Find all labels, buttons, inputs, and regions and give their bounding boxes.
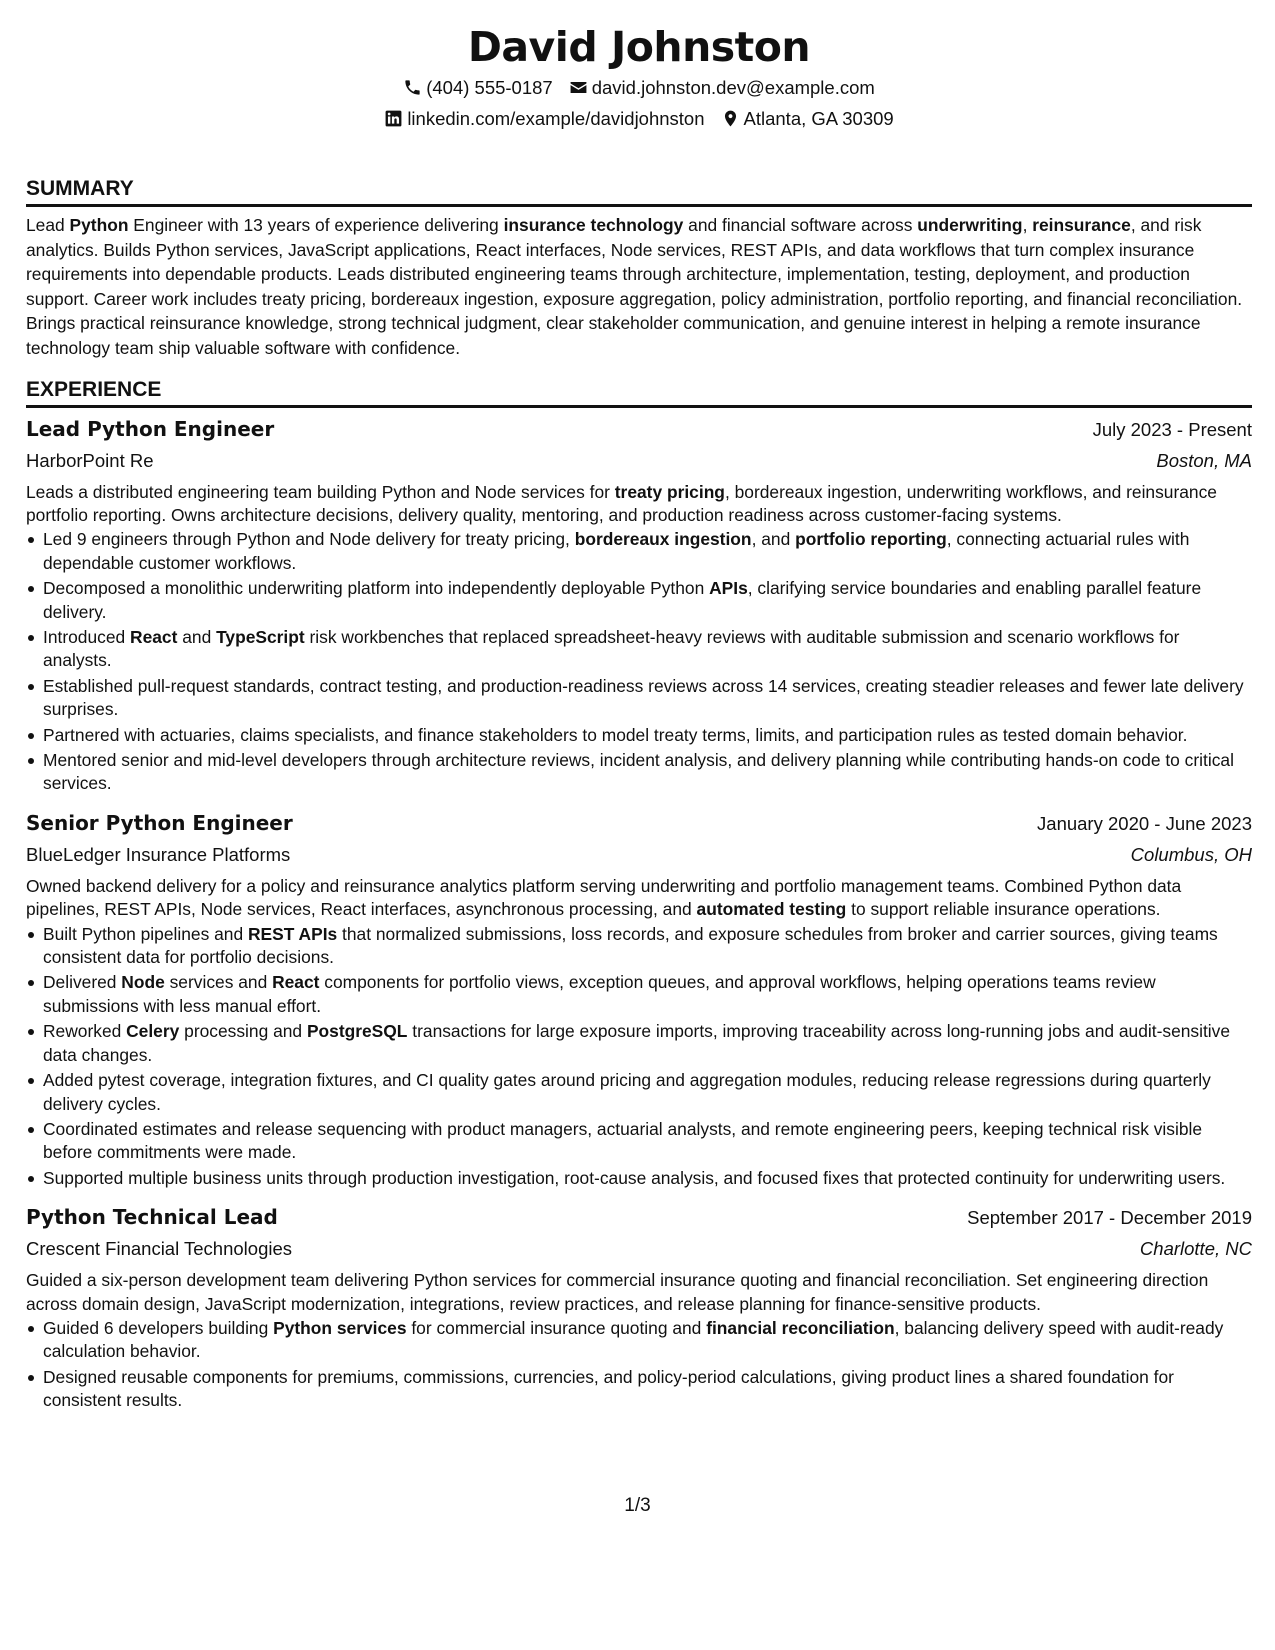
list-item: Built Python pipelines and REST APIs that normalized submissions, loss records, and exposure schedules from broker and carrier sources, giving teams consistent data for portfolio decisions. [26, 923, 1252, 970]
list-item: Delivered Node services and React components for portfolio views, exception queues, and approval workflows, helping operations teams review submissions with less manual effort. [26, 971, 1252, 1018]
job-title: Python Technical Lead [26, 1205, 278, 1230]
summary-heading: SUMMARY [26, 176, 1252, 207]
map-pin-icon [721, 109, 740, 128]
list-item: Coordinated estimates and release sequencing with product managers, actuarial analysts, and remote engineering peers, keeping technical risk visible before commitments were made. [26, 1118, 1252, 1165]
job-location: Boston, MA [1156, 449, 1252, 471]
job-description: Owned backend delivery for a policy and reinsurance analytics platform serving underwriting and portfolio management teams. Combined Python data pipelines, REST APIs, Node services, React interfaces, asynchronous processing, and automated testing to support reliable insurance operations. [26, 875, 1182, 920]
list-item: Decomposed a monolithic underwriting platform into independently deployable Python APIs, clarifying service boundaries and enabling parallel feature delivery. [26, 577, 1252, 624]
job-description: Guided a six-person development team delivering Python services for commercial insurance quoting and financial reconciliation. Set engineering direction across domain design, JavaScript modernization, integrations, review practices, and release planning for finance-sensitive products. [26, 1270, 1209, 1314]
list-item: Established pull-request standards, contract testing, and production-readiness reviews across 14 services, creating steadier releases and fewer late delivery surprises. [26, 675, 1252, 722]
list-item: Mentored senior and mid-level developers through architecture reviews, incident analysis, and delivery planning while contributing hands-on code to critical services. [26, 749, 1252, 796]
phone-icon [403, 78, 422, 97]
job-dates: January 2020 - June 2023 [1037, 812, 1252, 834]
contact-row-2 [26, 103, 1252, 134]
list-item: Reworked Celery processing and PostgreSQL transactions for large exposure imports, improving traceability across long-running jobs and audit-sensitive data changes. [26, 1020, 1252, 1067]
job-bullets [26, 528, 1252, 795]
job-location: Charlotte, NC [1139, 1238, 1252, 1260]
job-entry [26, 1202, 1252, 1412]
list-item: Designed reusable components for premiums, commissions, currencies, and policy-period calculations, giving product lines a shared foundation for consistent results. [26, 1366, 1252, 1413]
job-bullets [26, 923, 1252, 1190]
candidate-name: David Johnston [467, 23, 811, 71]
email-address[interactable]: david.johnston.dev@example.com [591, 76, 875, 98]
envelope-icon [569, 78, 588, 97]
contact-phone [403, 75, 553, 101]
resume-page [26, 22, 1252, 1415]
job-entry [26, 808, 1252, 1190]
linkedin-icon [384, 109, 403, 128]
contact-email[interactable] [569, 75, 875, 101]
summary-text: Lead Python Engineer with 13 years of experience delivering insurance technology and financial software across underwriting, reinsurance, and risk analytics. Builds Python services, JavaScript applications, React interfaces, Node services, REST APIs, and data workflows that turn complex insurance requirements into dependable products. Leads distributed engineering teams through architecture, implementation, testing, deployment, and production support. Career work includes treaty pricing, bordereaux ingestion, exposure aggregation, policy administration, portfolio reporting, and financial reconciliation. Brings practical reinsurance knowledge, strong technical judgment, clear stakeholder communication, and genuine interest in helping a remote insurance technology team ship valuable software with confidence. [26, 215, 1243, 358]
resume-header [26, 22, 1252, 134]
job-title: Lead Python Engineer [26, 416, 275, 441]
job-dates: September 2017 - December 2019 [967, 1207, 1252, 1229]
company-name: BlueLedger Insurance Platforms [26, 843, 291, 865]
job-location: Columbus, OH [1130, 843, 1252, 865]
job-description: Leads a distributed engineering team building Python and Node services for treaty pricing, bordereaux ingestion, underwriting workflows, and reinsurance portfolio reporting. Owns architecture decisions, delivery quality, mentoring, and production readiness across customer-facing systems. [26, 481, 1217, 525]
list-item: Introduced React and TypeScript risk workbenches that replaced spreadsheet-heavy reviews with auditable submission and scenario workflows for analysts. [26, 626, 1252, 673]
list-item: Partnered with actuaries, claims specialists, and finance stakeholders to model treaty terms, limits, and participation rules as tested domain behavior. [26, 724, 1252, 747]
contact-linkedin[interactable] [384, 106, 704, 132]
list-item: Led 9 engineers through Python and Node delivery for treaty pricing, bordereaux ingestion, and portfolio reporting, connecting actuarial rules with dependable customer workflows. [26, 528, 1252, 575]
contact-row-1 [26, 72, 1252, 103]
job-title: Senior Python Engineer [26, 810, 293, 835]
job-entry [26, 414, 1252, 796]
page-number: 1/3 [624, 1495, 651, 1516]
contact-location [721, 106, 894, 132]
job-dates: July 2023 - Present [1092, 418, 1252, 440]
list-item: Supported multiple business units through production investigation, root-cause analysis, and focused fixes that protected continuity for underwriting users. [26, 1167, 1252, 1190]
list-item: Added pytest coverage, integration fixtures, and CI quality gates around pricing and aggregation modules, reducing release regressions during quarterly delivery cycles. [26, 1069, 1252, 1116]
list-item: Guided 6 developers building Python services for commercial insurance quoting and financial reconciliation, balancing delivery speed with audit-ready calculation behavior. [26, 1317, 1252, 1364]
company-name: HarborPoint Re [26, 449, 154, 471]
job-bullets [26, 1317, 1252, 1413]
company-name: Crescent Financial Technologies [26, 1238, 293, 1260]
linkedin-url[interactable]: linkedin.com/example/davidjohnston [407, 107, 705, 129]
experience-heading: EXPERIENCE [26, 377, 1252, 408]
location-text: Atlanta, GA 30309 [743, 107, 894, 129]
phone-number: (404) 555-0187 [426, 76, 553, 98]
